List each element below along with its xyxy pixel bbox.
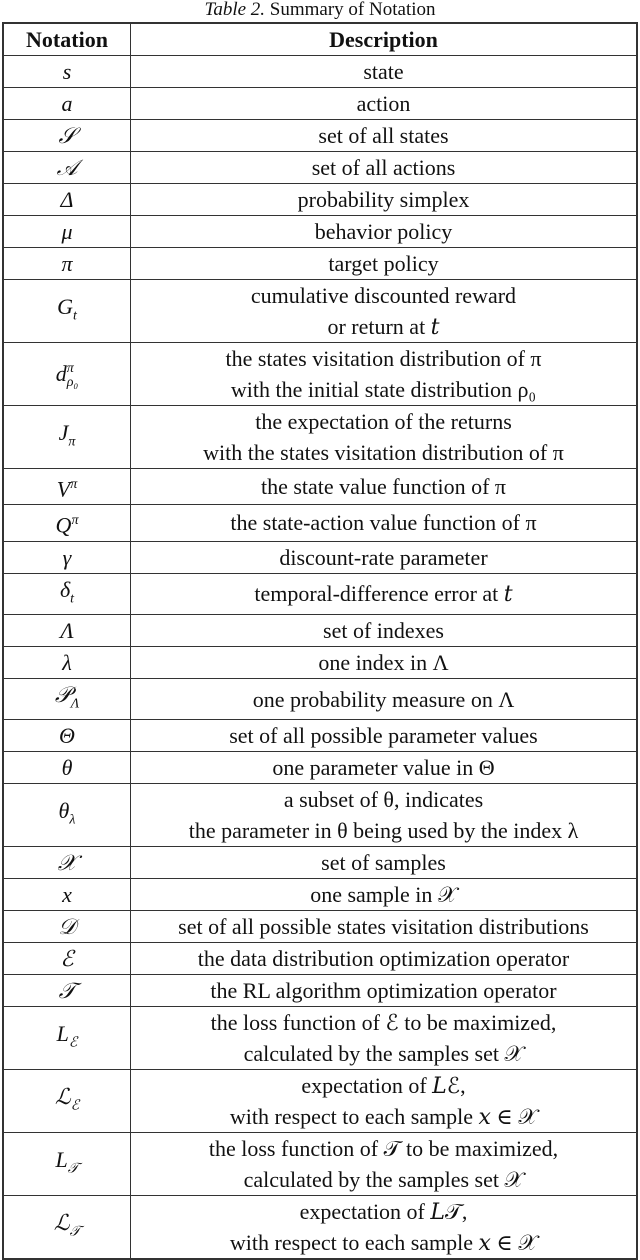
table-row <box>3 120 637 152</box>
description-cell <box>131 152 638 184</box>
notation-cell <box>3 152 131 184</box>
notation-cell <box>3 1007 131 1070</box>
description-cell <box>131 56 638 88</box>
description-line: one parameter value in Θ <box>272 755 495 781</box>
table-row <box>3 752 637 784</box>
table-row <box>3 720 637 752</box>
description-line: target policy <box>328 251 439 276</box>
description-line: calculated by the samples set 𝒳 <box>243 1041 524 1067</box>
notation-superscript: π <box>66 360 74 376</box>
table-row <box>3 469 637 505</box>
notation-subscript: 𝒯 <box>67 1161 79 1177</box>
notation-symbol: Q <box>55 512 72 538</box>
description-cell <box>131 505 638 541</box>
table-row <box>3 505 637 541</box>
notation-symbol: G <box>57 293 73 319</box>
notation-cell <box>3 505 131 541</box>
description-line: set of samples <box>321 850 446 876</box>
description-cell <box>131 752 638 784</box>
notation-cell <box>3 120 131 152</box>
notation-symbol: ℒ <box>53 1210 70 1236</box>
notation-cell <box>3 469 131 505</box>
header-description: Description <box>131 23 638 56</box>
notation-cell <box>3 911 131 943</box>
description-cell <box>131 784 638 847</box>
table-row <box>3 879 637 911</box>
table-row <box>3 847 637 879</box>
description-cell <box>131 679 638 720</box>
description-cell <box>131 216 638 248</box>
table-row <box>3 56 637 88</box>
table-row <box>3 216 637 248</box>
description-cell <box>131 1007 638 1070</box>
description-line: the state-action value function of π <box>230 510 537 536</box>
notation-table <box>2 22 638 1260</box>
table-row <box>3 1070 637 1133</box>
table-row <box>3 248 637 280</box>
table-caption <box>0 0 640 22</box>
description-cell <box>131 879 638 911</box>
description-cell <box>131 406 638 469</box>
description-cell <box>131 911 638 943</box>
description-line: state <box>363 59 404 84</box>
notation-symbol: 𝒫 <box>54 682 71 708</box>
description-line: with respect to each sample 𝑥 ∈ 𝒳 <box>229 1104 538 1130</box>
notation-cell <box>3 573 131 614</box>
notation-cell <box>3 975 131 1007</box>
description-line: set of all possible states visitation distributions <box>178 914 589 940</box>
description-cell <box>131 647 638 679</box>
table-row <box>3 184 637 216</box>
notation-cell <box>3 752 131 784</box>
description-cell <box>131 120 638 152</box>
description-line: discount-rate parameter <box>279 544 488 570</box>
notation-cell <box>3 679 131 720</box>
description-cell <box>131 280 638 343</box>
description-line: with respect to each sample 𝑥 ∈ 𝒳 <box>229 1230 538 1256</box>
notation-symbol: Λ <box>60 618 74 644</box>
description-line: set of all possible parameter values <box>229 723 538 749</box>
notation-symbol: μ <box>61 219 73 244</box>
notation-cell <box>3 615 131 647</box>
notation-subscript: ρ₀ <box>66 374 79 390</box>
table-row <box>3 1196 637 1260</box>
description-cell <box>131 469 638 505</box>
table-row <box>3 152 637 184</box>
notation-subscript: 𝒯 <box>69 1224 81 1240</box>
notation-symbol: 𝒟 <box>58 914 76 940</box>
description-line: probability simplex <box>297 187 470 212</box>
notation-cell <box>3 248 131 280</box>
notation-symbol: L <box>56 1021 69 1047</box>
description-line: the RL algorithm optimization operator <box>210 978 557 1004</box>
table-row <box>3 573 637 614</box>
table-row <box>3 911 637 943</box>
notation-symbol: L <box>55 1147 68 1173</box>
description-cell <box>131 343 638 406</box>
notation-subscript: t <box>73 308 77 324</box>
description-cell <box>131 248 638 280</box>
notation-cell <box>3 1133 131 1196</box>
notation-symbol: Θ <box>59 723 75 749</box>
notation-cell <box>3 879 131 911</box>
description-line: one probability measure on Λ <box>252 686 515 712</box>
caption-text: Summary of Notation <box>265 0 436 20</box>
description-line: calculated by the samples set 𝒳 <box>243 1167 524 1193</box>
description-line: the data distribution optimization operator <box>197 946 570 972</box>
description-line: with the initial state distribution ρ₀ <box>230 377 537 402</box>
notation-superscript: π <box>70 477 78 492</box>
description-line: expectation of 𝐿ℰ, <box>301 1073 466 1099</box>
description-cell <box>131 573 638 614</box>
notation-symbol: 𝒯 <box>58 978 76 1004</box>
notation-symbol: ℒ <box>54 1084 71 1110</box>
description-cell <box>131 720 638 752</box>
table-body <box>3 56 637 1260</box>
description-line: the states visitation distribution of π <box>225 346 542 371</box>
notation-cell <box>3 1070 131 1133</box>
table-row <box>3 88 637 120</box>
notation-cell <box>3 56 131 88</box>
notation-cell <box>3 943 131 975</box>
table-row <box>3 541 637 573</box>
description-cell <box>131 184 638 216</box>
description-line: the loss function of 𝒯 to be maximized, <box>208 1136 559 1162</box>
description-cell <box>131 541 638 573</box>
description-line: or return at 𝑡 <box>327 314 440 339</box>
notation-symbol: s <box>62 59 72 84</box>
notation-cell <box>3 720 131 752</box>
description-line: action <box>356 91 411 116</box>
description-line: temporal-difference error at 𝑡 <box>254 581 513 607</box>
notation-subscript: ℰ <box>68 1035 78 1051</box>
description-line: the expectation of the returns <box>255 409 512 434</box>
notation-cell <box>3 1196 131 1260</box>
description-cell <box>131 1133 638 1196</box>
table-row <box>3 406 637 469</box>
notation-symbol: ℰ <box>60 946 74 972</box>
notation-cell <box>3 847 131 879</box>
description-line: one index in Λ <box>318 650 449 676</box>
description-line: set of all actions <box>311 155 456 180</box>
notation-subscript: ℰ <box>70 1098 80 1114</box>
notation-cell <box>3 406 131 469</box>
notation-cell <box>3 216 131 248</box>
description-cell <box>131 847 638 879</box>
table-row <box>3 615 637 647</box>
table-row <box>3 943 637 975</box>
description-line: expectation of 𝐿𝒯, <box>299 1199 468 1225</box>
description-cell <box>131 88 638 120</box>
description-line: cumulative discounted reward <box>250 283 517 308</box>
notation-cell <box>3 343 131 406</box>
description-cell <box>131 1196 638 1260</box>
notation-subscript: λ <box>69 812 76 828</box>
table-row <box>3 784 637 847</box>
notation-symbol: x <box>62 882 72 908</box>
table-row <box>3 280 637 343</box>
description-line: set of all states <box>318 123 449 148</box>
notation-cell <box>3 541 131 573</box>
caption-label: Table 2. <box>204 0 266 20</box>
notation-cell <box>3 88 131 120</box>
description-cell <box>131 943 638 975</box>
table-row <box>3 647 637 679</box>
table-row <box>3 679 637 720</box>
notation-symbol: γ <box>62 544 72 570</box>
description-line: set of indexes <box>323 618 444 644</box>
notation-cell <box>3 647 131 679</box>
notation-subscript: π <box>68 434 76 450</box>
notation-symbol: θ <box>58 798 70 824</box>
description-cell <box>131 1070 638 1133</box>
notation-symbol: 𝒮 <box>58 123 76 148</box>
description-line: with the states visitation distribution of π <box>203 440 564 465</box>
notation-symbol: δ <box>59 576 71 602</box>
table-row <box>3 975 637 1007</box>
notation-symbol: π <box>61 251 73 276</box>
table-row <box>3 1133 637 1196</box>
table-row <box>3 343 637 406</box>
description-line: a subset of θ, indicates <box>283 787 484 813</box>
description-line: one sample in 𝒳 <box>310 882 457 908</box>
notation-subscript: t <box>70 591 75 607</box>
header-row <box>3 23 637 56</box>
description-line: the loss function of ℰ to be maximized, <box>210 1010 557 1036</box>
notation-symbol: a <box>61 91 73 116</box>
description-line: behavior policy <box>314 219 453 244</box>
notation-subscript: Λ <box>70 696 80 712</box>
notation-symbol: Δ <box>60 187 74 212</box>
description-line: the parameter in θ being used by the index λ <box>188 818 579 844</box>
table-row <box>3 1007 637 1070</box>
description-cell <box>131 975 638 1007</box>
notation-symbol: d <box>55 361 67 387</box>
notation-symbol: 𝒳 <box>57 850 77 876</box>
notation-symbol: J <box>58 419 69 445</box>
description-line: the state value function of π <box>260 474 507 500</box>
header-notation: Notation <box>3 23 131 56</box>
notation-symbol: 𝒜 <box>56 155 78 180</box>
notation-cell <box>3 784 131 847</box>
notation-symbol: λ <box>62 650 72 676</box>
notation-superscript: π <box>71 513 79 529</box>
notation-cell <box>3 184 131 216</box>
notation-cell <box>3 280 131 343</box>
notation-symbol: V <box>56 476 71 502</box>
description-cell <box>131 615 638 647</box>
notation-symbol: θ <box>61 755 73 781</box>
